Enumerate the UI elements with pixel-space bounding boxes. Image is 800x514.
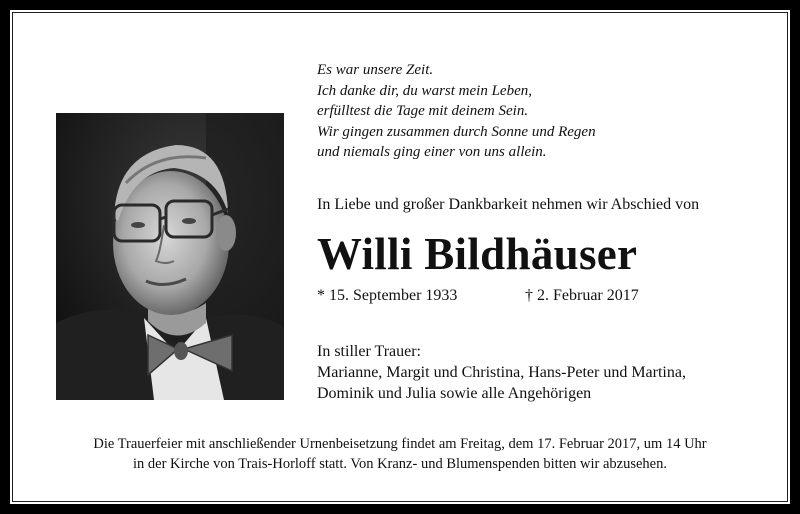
poem-line: Es war unsere Zeit. bbox=[317, 62, 434, 78]
deceased-name: Willi Bildhäuser bbox=[317, 229, 638, 279]
poem-line: Wir gingen zusammen durch Sonne und Regen bbox=[317, 123, 596, 140]
mourners-block bbox=[317, 341, 686, 404]
poem-line: erfülltest die Tage mit deinem Sein. bbox=[317, 103, 529, 119]
poem-line: Ich danke dir, du warst mein Leben, bbox=[317, 82, 532, 99]
funeral-line: Die Trauerfeier mit anschließender Urnenbeisetzung findet am Freitag, dem 17. Februar 2017, um 14 Uhr bbox=[93, 436, 707, 452]
mourners-heading: In stiller Trauer: bbox=[317, 343, 421, 360]
poem-line: und niemals ging einer von uns allein. bbox=[317, 144, 547, 160]
mourners-line: Dominik und Julia sowie alle Angehörigen bbox=[317, 385, 592, 402]
portrait-illustration bbox=[56, 113, 284, 400]
birth-date: * 15. September 1933 bbox=[317, 287, 458, 304]
farewell-intro: In Liebe und großer Dankbarkeit nehmen wir Abschied von bbox=[317, 196, 700, 213]
notice-paper bbox=[10, 10, 790, 504]
death-date: † 2. Februar 2017 bbox=[525, 287, 639, 304]
mourners-line: Marianne, Margit und Christina, Hans-Peter und Martina, bbox=[317, 364, 686, 381]
funeral-info bbox=[10, 434, 790, 474]
memorial-poem bbox=[317, 60, 596, 163]
portrait-photo bbox=[56, 113, 284, 400]
funeral-line: in der Kirche von Trais-Horloff statt. Von Kranz- und Blumenspenden bitten wir abzusehen. bbox=[133, 456, 667, 472]
